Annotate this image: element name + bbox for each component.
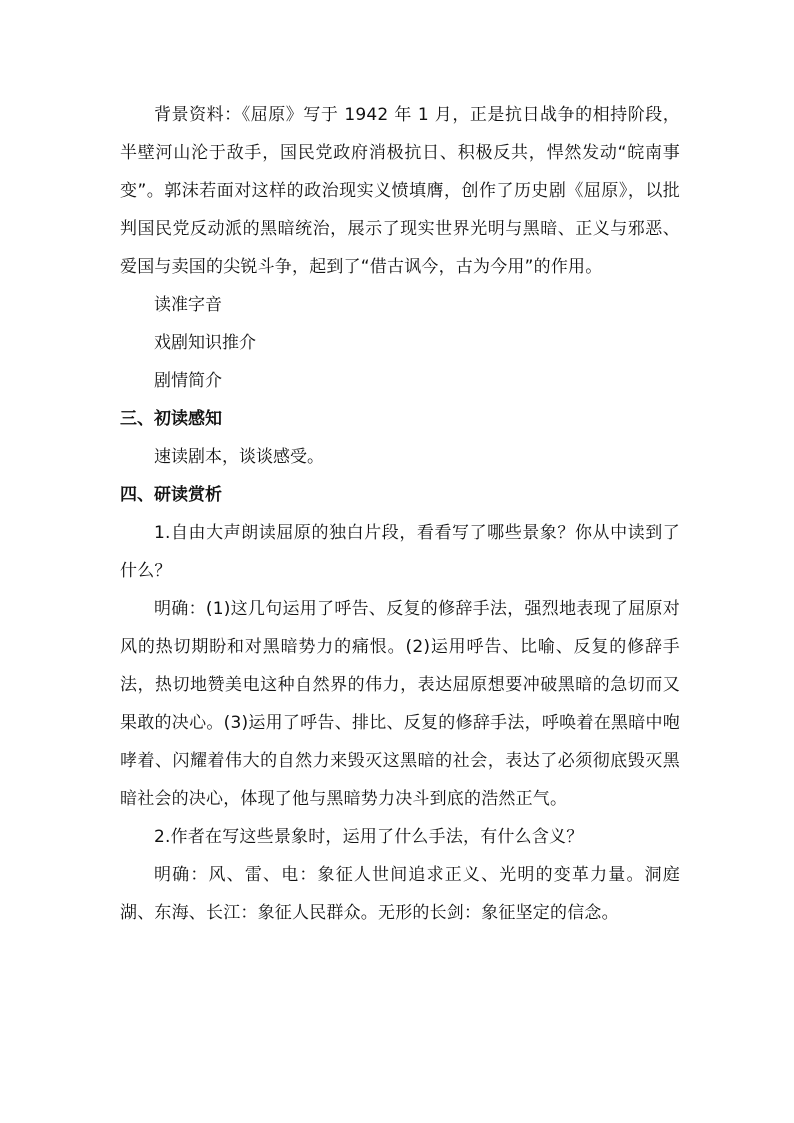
- item-pronunciation: 读准字音: [154, 295, 222, 315]
- question-1: 1.自由大声朗读屈原的独白片段，看看写了哪些景象？你从中读到了什么？: [120, 523, 680, 581]
- document-page: [120, 96, 680, 932]
- section-3-text: 速读剧本，谈谈感受。: [154, 447, 324, 467]
- section-3-heading: 三、初读感知: [120, 409, 222, 429]
- question-2: 2.作者在写这些景象时，运用了什么手法，有什么含义？: [154, 827, 584, 847]
- section-4-heading: 四、研读赏析: [120, 485, 222, 505]
- answer-2: 明确：风、雷、电：象征人世间追求正义、光明的变革力量。洞庭湖、东海、长江：象征人民群众。无形的长剑：象征坚定的信念。: [120, 865, 680, 923]
- item-drama-knowledge: 戏剧知识推介: [154, 333, 256, 353]
- background-paragraph: 背景资料：《屈原》写于 1942 年 1 月，正是抗日战争的相持阶段，半壁河山沦于敌手，国民党政府消极抗日、积极反共，悍然发动“皖南事变”。郭沫若面对这样的政治现实义愤填膺，创作了历史剧《屈原》，以批判国民党反动派的黑暗统治，展示了现实世界光明与黑暗、正义与邪恶、爱国与卖国的尖锐斗争，起到了“借古讽今，古为今用”的作用。: [120, 105, 680, 277]
- answer-1: 明确：(1)这几句运用了呼告、反复的修辞手法，强烈地表现了屈原对风的热切期盼和对黑暗势力的痛恨。(2)运用呼告、比喻、反复的修辞手法，热切地赞美电这种自然界的伟力，表达屈原想要冲破黑暗的急切而又果敢的决心。(3)运用了呼告、排比、反复的修辞手法，呼唤着在黑暗中咆哮着、闪耀着伟大的自然力来毁灭这黑暗的社会，表达了必须彻底毁灭黑暗社会的决心，体现了他与黑暗势力决斗到底的浩然正气。: [120, 599, 680, 809]
- item-plot-summary: 剧情简介: [154, 371, 222, 391]
